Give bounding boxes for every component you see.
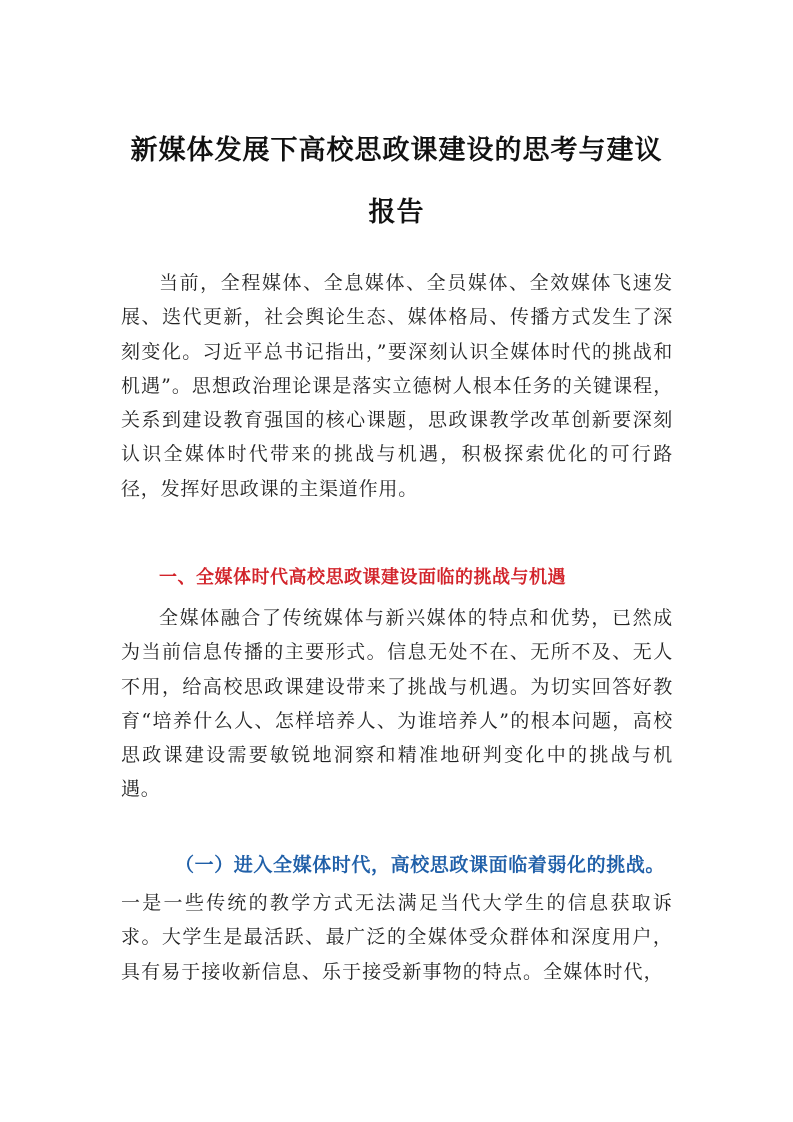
- document-title-line1: 新媒体发展下高校思政课建设的思考与建议: [130, 135, 663, 166]
- paragraph-section1: 全媒体融合了传统媒体与新兴媒体的特点和优势，已然成为当前信息传播的主要形式。信息无处不在、无所不及、无人不用，给高校思政课建设带来了挑战与机遇。为切实回答好教育“培养什么人、怎样培养人、为谁培养人”的根本问题，高校思政课建设需要敏锐地洞察和精准地研判变化中的挑战与机遇。: [121, 607, 673, 801]
- section-heading-1: 一、全媒体时代高校思政课建设面临的挑战与机遇: [159, 567, 566, 588]
- paragraph-intro: 当前，全程媒体、全息媒体、全员媒体、全效媒体飞速发展、迭代更新，社会舆论生态、媒体格局、传播方式发生了深刻变化。习近平总书记指出，”要深刻认识全媒体时代的挑战和机遇”。思想政治理论课是落实立德树人根本任务的关键课程，关系到建设教育强国的核心课题，思政课教学改革创新要深刻认识全媒体时代带来的挑战与机遇，积极探索优化的可行路径，发挥好思政课的主渠道作用。: [121, 272, 673, 500]
- paragraph-subsection1: 一是一些传统的教学方式无法满足当代大学生的信息获取诉求。大学生是最活跃、最广泛的全媒体受众群体和深度用户，具有易于接收新信息、乐于接受新事物的特点。全媒体时代，: [121, 892, 673, 983]
- document-title-line2: 报告: [368, 197, 425, 228]
- subsection-heading-1: （一）进入全媒体时代，高校思政课面临着弱化的挑战。: [175, 854, 666, 876]
